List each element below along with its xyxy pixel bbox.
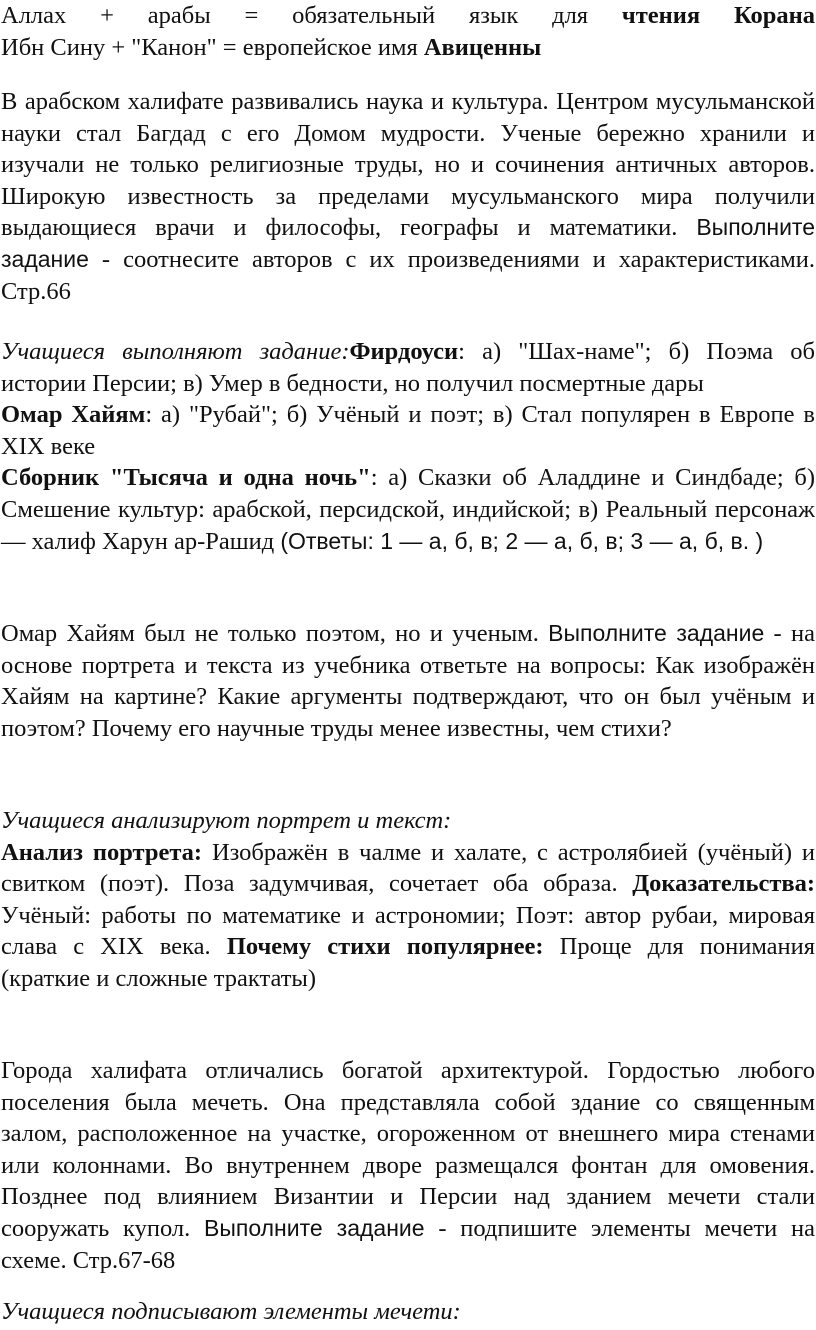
final-lead-block bbox=[1, 1296, 815, 1328]
khayyam-text: : а) "Рубай"; б) Учёный и поэт; в) Стал популярен в Европе в XIX веке bbox=[1, 401, 815, 460]
authors-block bbox=[1, 336, 815, 557]
mosque-task-label: Выполните задание bbox=[204, 1214, 425, 1241]
mosque-body: Города халифата отличались богатой архитектурой. Гордостью любого поселения была мечеть. Она представляла собой здание со священным залом, расположенное на участке, огороженном от внешнего мира стенами или колоннами. Во внутреннем дворе размещался фонтан для омовения. Позднее под влиянием Византии и Персии над зданием мечети стали сооружать купол. bbox=[1, 1057, 815, 1242]
final-lead: Учащиеся подписывают элементы мечети: bbox=[1, 1298, 461, 1325]
ferdowsi-text: : а) "Шах-наме"; б) Поэма об истории Персии; в) Умер в бедности, но получил посмертные дары bbox=[1, 338, 815, 397]
ferdowsi-name: Фирдоуси bbox=[349, 338, 459, 365]
final-lead-line bbox=[1, 1296, 815, 1328]
why-text: Проще для понимания (краткие и сложные трактаты) bbox=[1, 933, 816, 992]
analysis-block bbox=[1, 805, 815, 995]
intro-line-2-bold: Авиценны bbox=[423, 33, 542, 61]
science-task-text: - соотнесите авторов с их произведениями и характеристиками. Стр.66 bbox=[1, 245, 816, 305]
evidence-text: Учёный: работы по математике и астрономии; Поэт: автор рубаи, мировая слава с XIX века. bbox=[1, 901, 815, 961]
intro-line-2-prefix: Ибн Сину + "Канон" = европейское имя bbox=[1, 33, 418, 61]
analysis-lead-line bbox=[1, 805, 815, 837]
khayyam-name: Омар Хайям bbox=[1, 401, 146, 429]
portrait-label: Анализ портрета: bbox=[1, 838, 203, 866]
intro-line-1 bbox=[1, 0, 815, 32]
collection-name: Сборник "Тысяча и одна ночь" bbox=[1, 464, 371, 492]
khayyam-task-text bbox=[1, 618, 815, 744]
mosque-paragraph bbox=[1, 1055, 815, 1276]
collection-paragraph bbox=[1, 462, 815, 557]
mosque-text bbox=[1, 1055, 815, 1276]
science-body: В арабском халифате развивались наука и культура. Центром мусульманской науки стал Багдад с его Домом мудрости. Ученые бережно хранили и изучали не только религиозные труды, но и сочинения античных авторов. Широкую известность за пределами мусульманского мира получили выдающиеся врачи и философы, географы и математики. bbox=[1, 88, 815, 242]
khayyam-task-label: Выполните задание bbox=[548, 620, 765, 646]
intro-line-2 bbox=[1, 32, 815, 64]
evidence-label: Доказательства: bbox=[632, 870, 815, 898]
portrait-text: Изображён в чалме и халате, с астролябией (учёный) и свитком (поэт). Поза задумчивая, сочетает оба образа. bbox=[1, 838, 815, 898]
science-text bbox=[1, 86, 815, 307]
science-task-label: Выполните задание bbox=[1, 214, 815, 272]
authors-lead: Учащиеся выполняют задание: bbox=[1, 338, 350, 365]
intro-line-1-prefix: Аллах + арабы = обязательный язык для bbox=[1, 2, 589, 29]
mosque-task-text: - подпишите элементы мечети на схеме. Стр.67-68 bbox=[1, 1214, 816, 1274]
intro-block bbox=[1, 0, 815, 63]
authors-paragraph bbox=[1, 336, 815, 399]
analysis-paragraph bbox=[1, 837, 815, 995]
khayyam-paragraph bbox=[1, 399, 815, 462]
science-paragraph bbox=[1, 86, 815, 307]
analysis-lead: Учащиеся анализируют портрет и текст: bbox=[1, 807, 452, 834]
why-label: Почему стихи популярнее: bbox=[226, 933, 544, 961]
khayyam-task-paragraph bbox=[1, 618, 815, 744]
khayyam-body: Омар Хайям был не только поэтом, но и ученым. bbox=[1, 620, 539, 647]
answers-text: (Ответы: 1 — а, б, в; 2 — а, б, в; 3 — а, б, в. ) bbox=[280, 527, 764, 554]
khayyam-task-body: - на основе портрета и текста из учебника ответьте на вопросы: Как изображён Хайям на картине? Какие аргументы подтверждают, что он был учёным и поэтом? Почему его научные труды менее известны, чем стихи? bbox=[1, 620, 815, 742]
collection-text: : а) Сказки об Аладдине и Синдбаде; б) Смешение культур: арабской, персидской, индийской; в) Реальный персонаж — халиф Харун ар-Рашид bbox=[1, 464, 815, 555]
intro-line-1-bold: чтения Корана bbox=[621, 2, 816, 29]
